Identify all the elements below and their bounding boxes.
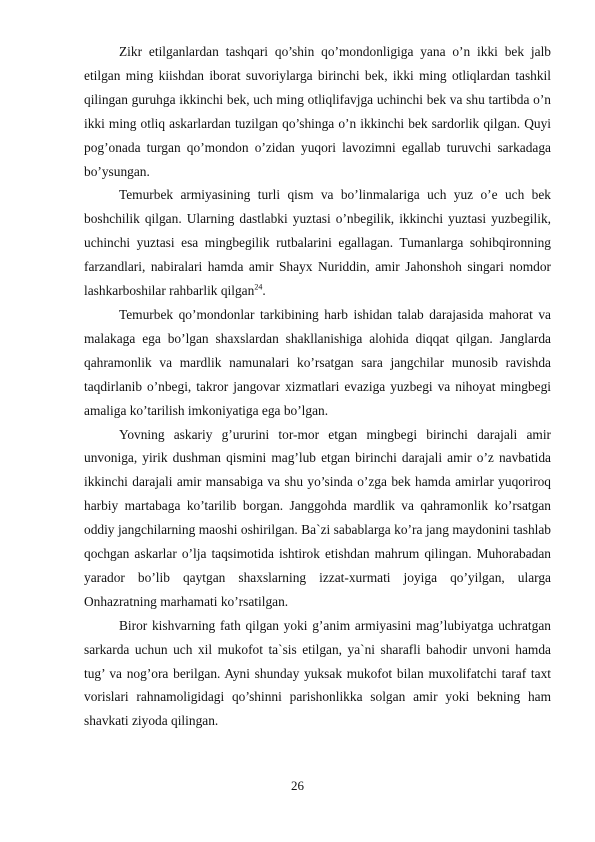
paragraph-1-text: Zikr etilganlardan tashqari qo’shin qo’mondonligiga yana o’n ikki bek jalb etilgan ming kiishdan iborat suvoriylarga birinchi bek, ikki ming otliqlardan tashkil qilingan guruhga ikkinchi bek, uch ming otliqlifavjga uchinchi bek va shu tartibda o’n ikki ming otliq askarlardan tuzilgan qo’shinga o’n ikkinchi bek sardorlik qilgan. Quyi pog’onada turgan qo’mondon o’zidan yuqori lavozimni egallab turuvchi sarkadaga bo’ysungan.: [84, 44, 551, 179]
paragraph-4: [84, 423, 551, 614]
paragraph-2: [84, 183, 551, 303]
paragraph-5-text: Biror kishvarning fath qilgan yoki g’anim armiyasini mag’lubiyatga uchratgan sarkarda uchun uch xil mukofot ta`sis etilgan, ya`ni sharafli bahodir unvoni hamda tug’ va nog’ora berilgan. Ayni shunday yuksak mukofot bilan muxolifatchi taraf taxt vorislari rahnamoligidagi qo’shinni parishonlikka solgan amir yoki bekning ham shavkati ziyoda qilingan.: [84, 617, 551, 729]
footnote-marker: 24: [254, 282, 263, 292]
paragraph-5: [84, 614, 551, 734]
paragraph-3: [84, 303, 551, 423]
document-body: [84, 40, 551, 733]
paragraph-3-text: Temurbek qo’mondonlar tarkibining harb ishidan talab darajasida mahorat va malakaga ega bo’lgan shaxslardan shakllanishiga alohida diqqat qilgan. Janglarda qahramonlik va mardlik namunalari ko’rsatgan sara jangchilar munosib ravishda taqdirlanib o’nbegi, takror jangovar xizmatlari evaziga yuzbegi va nihoyat mingbegi amaliga ko’tarilish imkoniyatiga ega bo’lgan.: [84, 306, 551, 418]
paragraph-4-text: Yovning askariy g’ururini tor-mor etgan mingbegi birinchi darajali amir unvoniga, yirik dushman qismini mag’lub etgan birinchi darajali amir o’z navbatida ikkinchi darajali amir mansabiga va shu yo’sinda o’zga bek hamda amirlar yuqoriroq harbiy martabaga ko’tarilib borgan. Janggohda mardlik va qahramonlik ko’rsatgan oddiy jangchilarning maoshi oshirilgan. Ba`zi sabablarga ko’ra jang maydonini tashlab qochgan askarlar o’lja taqsimotida ishtirok etishdan mahrum qilingan. Muhorabadan yarador bo’lib qaytgan shaxslarning izzat-xurmati joyiga qo’yilgan, ularga Onhazratning marhamati ko’rsatilgan.: [84, 426, 551, 609]
page-number: 26: [291, 778, 304, 793]
paragraph-1: [84, 40, 551, 183]
paragraph-2-end: .: [262, 283, 266, 299]
paragraph-2-text: Temurbek armiyasining turli qism va bo’linmalariga uch yuz o’e uch bek boshchilik qilgan. Ularning dastlabki yuztasi o’nbegilik, ikkinchi yuztasi yuzbegilik, uchinchi yuztasi esa mingbegilik rutbalarini egallagan. Tumanlarga sohibqironning farzandlari, nabiralari hamda amir Shayx Nuriddin, amir Jahonshoh singari nomdor lashkarboshilar rahbarlik qilgan: [84, 187, 551, 299]
